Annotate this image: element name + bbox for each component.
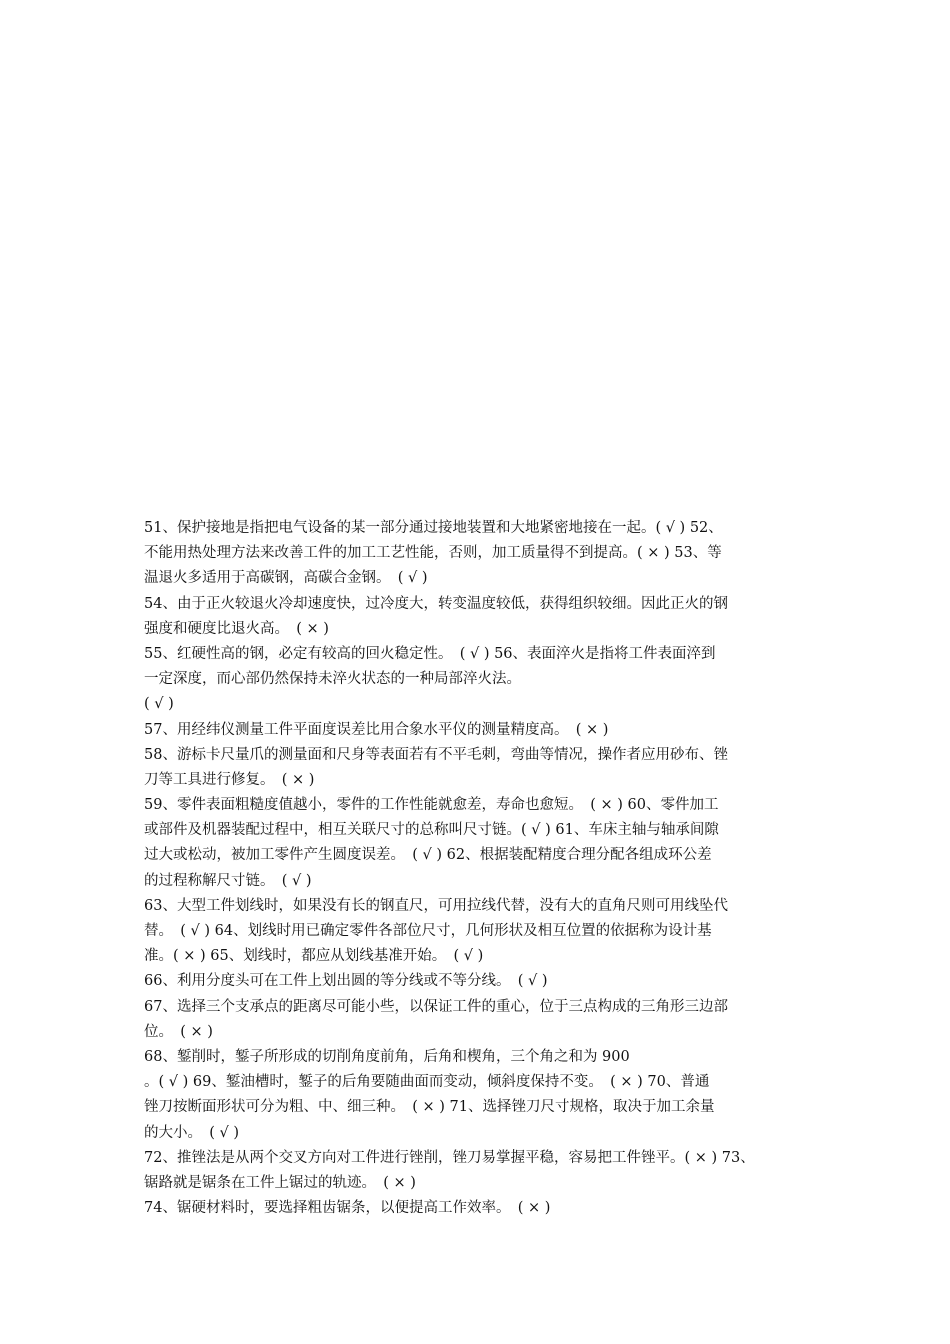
text-line: 72、推锉法是从两个交叉方向对工件进行锉削，锉刀易掌握平稳，容易把工件锉平。( × ) 73、 <box>144 1149 755 1166</box>
text-line: 强度和硬度比退火高。 ( × ) <box>144 620 329 637</box>
text-line: 不能用热处理方法来改善工件的加工工艺性能，否则，加工质量得不到提高。( × ) 53、等 <box>144 545 722 562</box>
text-line: 54、由于正火较退火冷却速度快，过冷度大，转变温度较低，获得组织较细。因此正火的钢 <box>144 595 728 612</box>
question-text-block <box>144 516 810 1221</box>
text-line: 过大或松动，被加工零件产生圆度误差。 ( √ ) 62、根据装配精度合理分配各组成环公差 <box>144 847 712 864</box>
text-line: 59、零件表面粗糙度值越小，零件的工作性能就愈差，寿命也愈短。 ( × ) 60、零件加工 <box>144 797 719 814</box>
text-line: 57、用经纬仪测量工件平面度误差比用合象水平仪的测量精度高。 ( × ) <box>144 721 609 738</box>
text-line: 。( √ ) 69、錾油槽时，錾子的后角要随曲面而变动，倾斜度保持不变。 ( × ) 70、普通 <box>144 1074 710 1091</box>
text-line: 一定深度，而心部仍然保持未淬火状态的一种局部淬火法。 <box>144 671 521 688</box>
text-line: 68、錾削时，錾子所形成的切削角度前角，后角和楔角，三个角之和为 900 <box>144 1048 630 1065</box>
text-line: ( √ ) <box>144 696 174 713</box>
text-line: 或部件及机器装配过程中，相互关联尺寸的总称叫尺寸链。( √ ) 61、车床主轴与轴承间隙 <box>144 822 719 839</box>
text-line: 55、红硬性高的钢，必定有较高的回火稳定性。 ( √ ) 56、表面淬火是指将工件表面淬到 <box>144 645 716 662</box>
text-line: 锯路就是锯条在工件上锯过的轨迹。 ( × ) <box>144 1174 416 1191</box>
text-line: 准。( × ) 65、划线时，都应从划线基准开始。 ( √ ) <box>144 948 484 965</box>
text-line: 刀等工具进行修复。 ( × ) <box>144 771 315 788</box>
text-line: 的大小。 ( √ ) <box>144 1124 240 1141</box>
text-line: 67、选择三个支承点的距离尽可能小些，以保证工件的重心，位于三点构成的三角形三边部 <box>144 998 728 1015</box>
text-line: 替。 ( √ ) 64、划线时用已确定零件各部位尺寸，几何形状及相互位置的依据称为设计基 <box>144 923 712 939</box>
text-line: 74、锯硬材料时，要选择粗齿锯条，以便提高工作效率。 ( × ) <box>144 1200 551 1217</box>
text-line: 66、利用分度头可在工件上划出圆的等分线或不等分线。 ( √ ) <box>144 973 548 990</box>
text-line: 58、游标卡尺量爪的测量面和尺身等表面若有不平毛刺，弯曲等情况，操作者应用砂布、锉 <box>144 746 728 763</box>
text-line: 温退火多适用于高碳钢，高碳合金钢。 ( √ ) <box>144 570 428 587</box>
text-line: 63、大型工件划线时，如果没有长的钢直尺，可用拉线代替，没有大的直角尺则可用线坠代 <box>144 897 728 914</box>
text-line: 51、保护接地是指把电气设备的某一部分通过接地装置和大地紧密地接在一起。( √ ) 52、 <box>144 520 723 536</box>
text-line: 位。 ( × ) <box>144 1023 213 1040</box>
text-line: 锉刀按断面形状可分为粗、中、细三种。 ( × ) 71、选择锉刀尺寸规格，取决于加工余量 <box>144 1099 715 1116</box>
text-line: 的过程称解尺寸链。 ( √ ) <box>144 872 312 889</box>
